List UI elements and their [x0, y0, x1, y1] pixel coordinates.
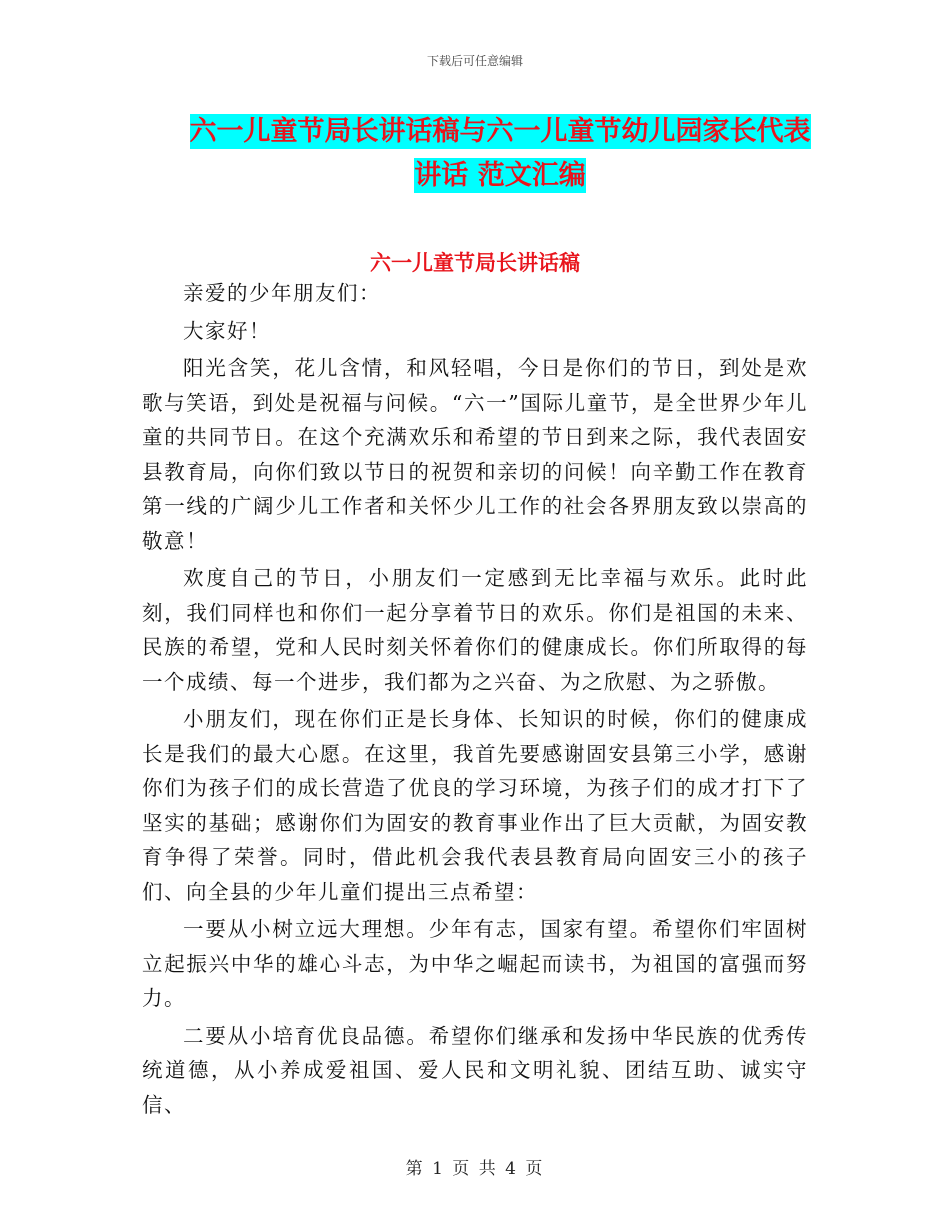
section-title: 六一儿童节局长讲话稿 — [370, 251, 580, 275]
greeting: 大家好！ — [183, 318, 271, 343]
document-title-line2: 讲话 范文汇编 — [414, 160, 586, 191]
body-paragraph: 小朋友们，现在你们正是长身体、长知识的时候，你们的健康成长是我们的最大心愿。在这里，我首先要感谢固安县第三小学，感谢你们为孩子们的成长营造了优良的学习环境，为孩子们的成才打下了坚实的基础；感谢你们为固安的教育事业作出了巨大贡献，为固安教育争得了荣誉。同时，借此机会我代表县教育局向固安三小的孩子们、向全县的少年儿童们提出三点希望： — [142, 707, 808, 904]
body-paragraph: 一要从小树立远大理想。少年有志，国家有望。希望你们牢固树立起振兴中华的雄心斗志，为中华之崛起而读书，为祖国的富强而努力。 — [142, 917, 808, 1010]
document-body — [142, 276, 808, 1125]
document-title — [140, 110, 860, 198]
body-paragraph: 欢度自己的节日，小朋友们一定感到无比幸福与欢乐。此时此刻，我们同样也和你们一起分享着节日的欢乐。你们是祖国的未来、民族的希望，党和人民时刻关怀着你们的健康成长。你们所取得的每一个成绩、每一个进步，我们都为之兴奋、为之欣慰、为之骄傲。 — [142, 566, 808, 694]
body-paragraph: 阳光含笑，花儿含情，和风轻唱，今日是你们的节日，到处是欢歌与笑语，到处是祝福与问候。“六一”国际儿童节，是全世界少年儿童的共同节日。在这个充满欢乐和希望的节日到来之际，我代表固安县教育局，向你们致以节日的祝贺和亲切的问候！向辛勤工作在教育第一线的广阔少儿工作者和关怀少儿工作的社会各界朋友致以崇高的敬意！ — [142, 356, 808, 553]
page-footer: 第 1 页 共 4 页 — [405, 1159, 545, 1179]
header-note: 下载后可任意编辑 — [426, 54, 523, 68]
document-title-line1: 六一儿童节局长讲话稿与六一儿童节幼儿园家长代表 — [189, 116, 811, 147]
body-paragraph: 二要从小培育优良品德。希望你们继承和发扬中华民族的优秀传统道德，从小养成爱祖国、爱人民和文明礼貌、团结互助、诚实守信、 — [142, 1023, 808, 1117]
salutation: 亲爱的少年朋友们： — [183, 281, 381, 305]
